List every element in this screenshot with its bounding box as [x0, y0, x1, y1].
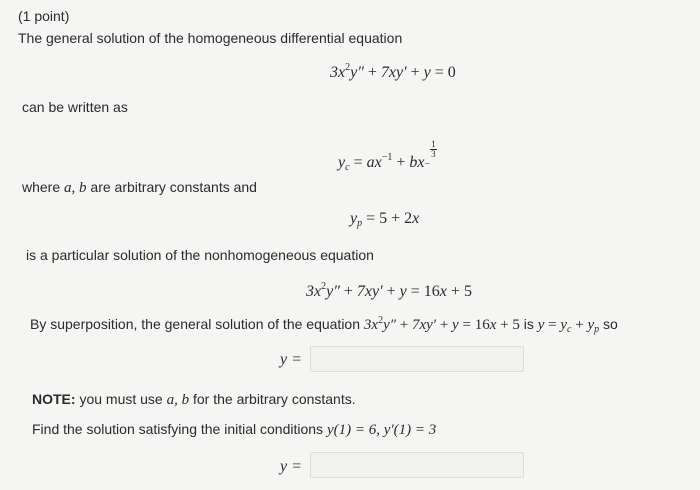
nonhomogeneous-equation: $3x^2y'' + 7xy' + y = 16x + 5$ [306, 281, 472, 300]
where-prefix: where [22, 179, 65, 195]
particular-solution-input[interactable] [310, 452, 524, 478]
note-label: NOTE: [32, 391, 76, 407]
particular-solution: $y_p = 5 + 2x$ [350, 210, 420, 229]
note-text [32, 391, 356, 409]
superposition-text [30, 315, 618, 335]
can-be-written-text: can be written as [22, 99, 128, 115]
superposition-prefix: By superposition, the general solution of the equation [30, 316, 364, 332]
initial-conditions: y(1) = 6, y′(1) = 3 [326, 422, 437, 438]
note-prefix: you must use [75, 391, 167, 407]
superposition-equation: $3x^2y'' + 7xy' + y = 16x + 5$ [363, 315, 520, 333]
particular-text: is a particular solution of the nonhomogeneous equation [26, 247, 374, 263]
where-suffix: are arbitrary constants and [86, 179, 257, 195]
note-suffix: for the arbitrary constants. [189, 391, 356, 407]
where-text [22, 179, 257, 197]
find-text [32, 421, 436, 439]
where-vars: a, b [64, 180, 87, 196]
homogeneous-equation: $3x^2y'' + 7xy' + y = 0$ [330, 62, 456, 81]
superposition-so: so [599, 316, 618, 332]
answer1-label: y = [280, 351, 302, 368]
complementary-solution: $y_c = ax^{-1} + bx-$ $\frac{1}{3}$ [338, 139, 436, 173]
points-label: (1 point) [18, 8, 70, 24]
superposition-is: is [519, 316, 538, 332]
find-prefix: Find the solution satisfying the initial conditions [32, 421, 327, 437]
superposition-sum: $y = y_c + y_p$ [537, 317, 600, 335]
intro-text: The general solution of the homogeneous differential equation [18, 30, 403, 46]
note-vars: a, b [166, 392, 190, 408]
answer2-label: y = [280, 458, 302, 475]
general-solution-input[interactable] [310, 346, 524, 372]
